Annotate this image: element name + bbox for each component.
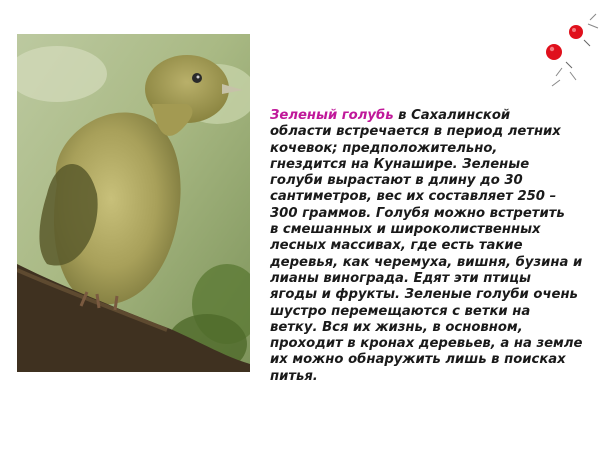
- text-line: проходит в кронах деревьев, а на земле: [270, 336, 583, 352]
- red-berries-icon: [540, 10, 600, 90]
- text-line: ягоды и фрукты. Зеленые голуби очень: [270, 287, 578, 303]
- text-line: голуби вырастают в длину до 30: [270, 173, 523, 189]
- text-line: кочевок; предположительно,: [270, 140, 498, 156]
- text-line: в Сахалинской: [393, 108, 511, 123]
- text-line: шустро перемещаются с ветки на: [270, 303, 531, 319]
- text-line: питья.: [270, 368, 318, 384]
- green-pigeon-photo: [17, 34, 250, 372]
- lead-title: Зеленый голубь: [270, 108, 394, 123]
- text-line: лианы винограда. Едят эти птицы: [270, 270, 531, 286]
- text-line: ветку. Вся их жизнь, в основном,: [270, 319, 523, 335]
- pigeon-description: [270, 108, 588, 385]
- text-line: их можно обнаружить лишь в поисках: [270, 352, 566, 368]
- text-line: области встречается в период летних: [270, 124, 561, 140]
- text-line: в смешанных и широколиственных: [270, 222, 541, 238]
- text-line: сантиметров, вес их составляет 250 –: [270, 189, 557, 205]
- text-line: деревья, как черемуха, вишня, бузина и: [270, 254, 583, 270]
- text-line: лесных массивах, где есть такие: [270, 238, 523, 254]
- first-line: [270, 108, 588, 124]
- text-line: гнездится на Кунашире. Зеленые: [270, 156, 530, 172]
- text-line: 300 граммов. Голубя можно встретить: [270, 205, 565, 221]
